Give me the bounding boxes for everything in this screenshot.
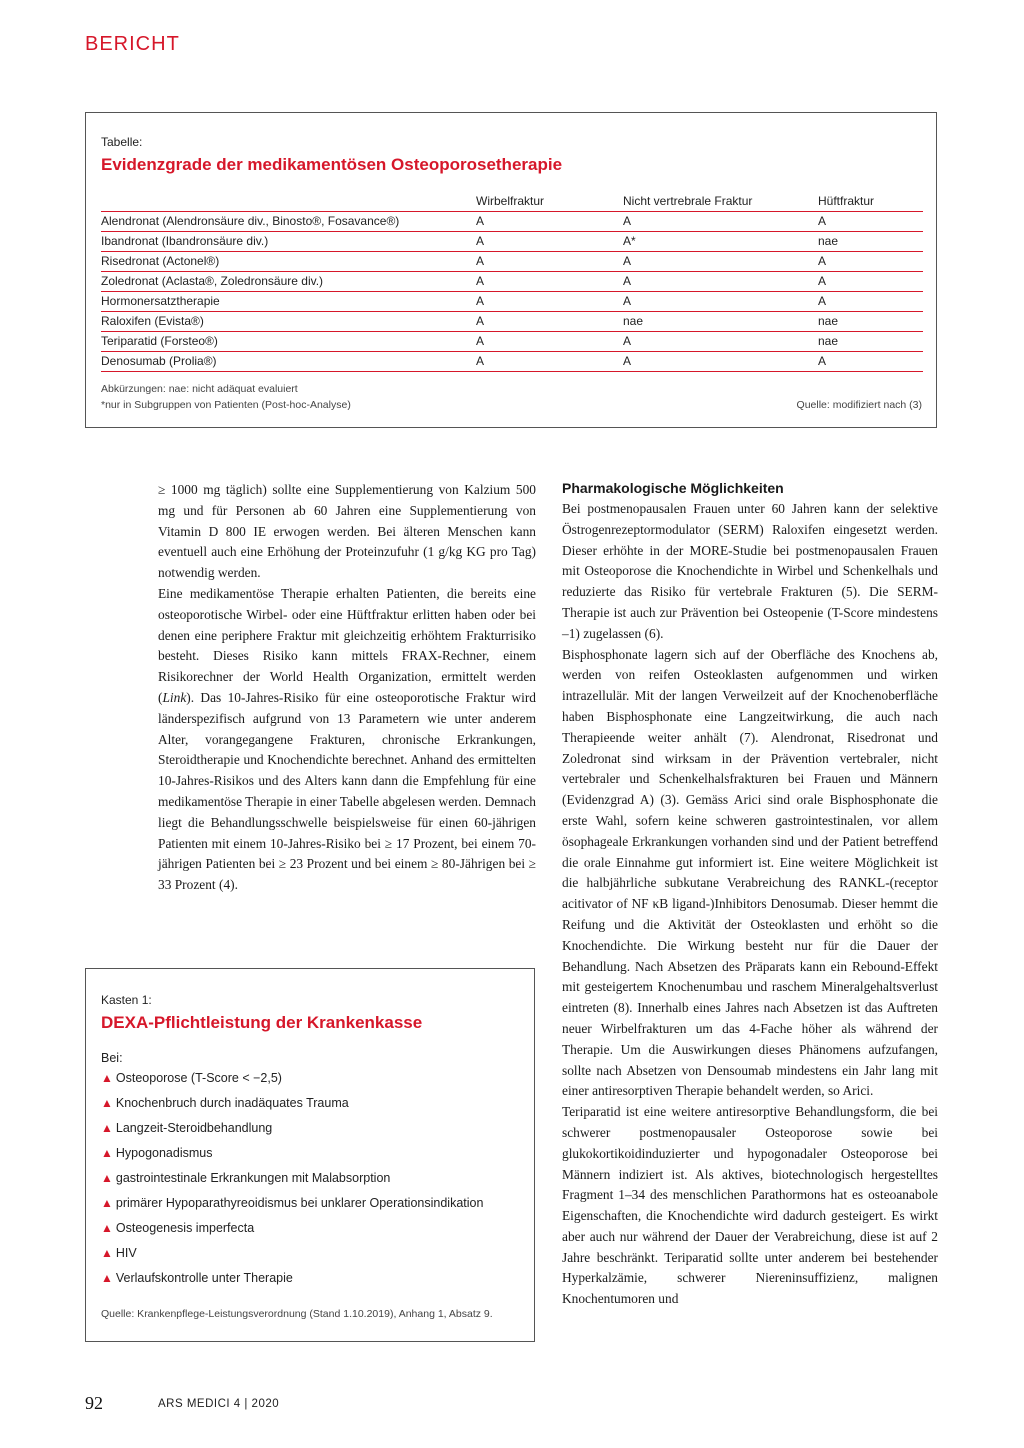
table-cell: Zoledronat (Aclasta®, Zoledronsäure div.) <box>101 274 324 288</box>
paragraph: Teriparatid ist eine weitere antiresorptive Behandlungsform, die bei schwerer postmenopausaler Osteoporose sowie bei glukokortikoidinduzierter und hypogonadaler Osteoporose bei Männern indiziert ist. Als aktives, biotechnologisch hergestelltes Fragment 1–34 des menschlichen Parathormons hat es osteoanabole Eigenschaften, die Knochendichte wird dadurch gesteigert. Es wirkt aber auch nur während der Dauer der Verabreichung, diese ist auf 2 Jahre beschränkt. Teriparatid sollte unter anderem bei bestehender Hyperkalzämie, schwerer Niereninsuffizienz, malignen Knochentumoren und <box>562 1104 938 1307</box>
list-item-text: Osteoporose (T-Score < −2,5) <box>115 1071 282 1085</box>
evidence-table <box>101 193 923 372</box>
section-heading: Pharmakologische Möglichkeiten <box>562 480 784 496</box>
table-row <box>101 312 923 332</box>
table-row <box>101 212 923 232</box>
box-list <box>101 1071 483 1296</box>
table-cell: A <box>818 294 827 308</box>
list-item-text: gastrointestinale Erkrankungen mit Malabsorption <box>115 1171 391 1185</box>
table-cell: A <box>818 274 827 288</box>
table-cell: A <box>623 274 632 288</box>
table-cell: A <box>818 254 827 268</box>
list-item <box>101 1071 483 1096</box>
table-source: Quelle: modifiziert nach (3) <box>796 399 922 411</box>
table-cell: A* <box>623 234 636 248</box>
table-cell: A <box>476 254 485 268</box>
table-cell: A <box>476 274 485 288</box>
table-cell: Alendronat (Alendronsäure div., Binosto®, Fosavance®) <box>101 214 400 228</box>
table-cell: A <box>623 334 632 348</box>
link-reference[interactable]: Link <box>162 689 187 705</box>
table-row <box>101 232 923 252</box>
paragraph: Bisphosphonate lagern sich auf der Oberfläche des Knochens ab, werden von reifen Osteoklasten aufgenommen und wirken intrazellulär. Mit der langen Verweilzeit auf der Knochenoberfläche haben Bisphosphonate eine Langzeitwirkung, die auch nach Therapieende weiter anhält (7). Alendronat, Risedronat und Zoledronat sind wirksam in der Prävention vertebraler, nicht vertebraler und Schenkelhalsfrakturen bei Frauen und Männern (Evidenzgrad A) (3). Gemäss Arici sind orale Bisphosphonate die erste Wahl, sofern keine schweren gastrointestinalen, vor allem ösophageale Erkrankungen vorhanden sind und der Patient betreffend die orale Einnahme gut informiert ist. Eine weitere Möglichkeit ist die halbjährliche subkutane Verabreichung des RANKL-(receptor acitivator of NF κB ligand-)Inhibitors Denosumab. Dieser hemmt die Reifung und die Aktivität der Osteoklasten und erhöht so die Knochendichte. Die Wirkung besteht nur für die Dauer der Behandlung. Nach Absetzen des Präparats kann ein Rebound-Effekt mit gesteigertem Knochenumbau und raschem Mineralgehaltsverlust eintreten (8). Innerhalb eines Jahres nach Absetzen ist das Auftreten neuer Wirbelfrakturen um das 4-Fache höher als während der Therapie. Um die Auswirkungen dieses Phänomens aufzufangen, sollte nach Absetzen von Densoumab mindestens ein Jahr lang mit einer antiresorptiven Therapie behandelt werden, so Arici. <box>562 646 938 1099</box>
paragraph-text: ). Das 10-Jahres-Risiko für eine osteoporotische Fraktur wird länderspezifisch aufgrund von 13 Parametern wie unter anderem Alter, vorangegangene Frakturen, chronische Erkrankungen, Steroidtherapie und Knochendichte berechnet. Anhand des ermittelten 10-Jahres-Risikos und des Alters kann dann die Empfehlung für eine medikamentöse Therapie in einer Tabelle abgelesen werden. Demnach liegt die Behandlungsschwelle beispielsweise für einen 60-jährigen Patienten mit einem 10-Jahres-Risiko bei ≥ 17 Prozent, bei einem 70-jährigen Patienten bei ≥ 23 Prozent und bei einem ≥ 80-Jährigen bei ≥ 33 Prozent (4). <box>158 689 536 893</box>
table-cell: A <box>623 214 632 228</box>
list-item-text: primärer Hypoparathyreoidismus bei unklarer Operationsindikation <box>115 1196 484 1210</box>
triangle-bullet-icon: ▲ <box>101 1146 113 1160</box>
table-cell: A <box>476 314 485 328</box>
list-item-text: Verlaufskontrolle unter Therapie <box>115 1271 293 1285</box>
list-item <box>101 1196 483 1221</box>
table-cell: A <box>476 294 485 308</box>
triangle-bullet-icon: ▲ <box>101 1171 113 1185</box>
paragraph: Bei postmenopausalen Frauen unter 60 Jahren kann der selektive Östrogenrezeptormodulator (SERM) Raloxifen eingesetzt werden. Dieser erhöhte in der MORE-Studie bei postmenopausalen Frauen mit Osteoporose die Knochendichte in Wirbel und Schenkelhals und reduzierte das Risiko für vertebrale Frakturen (5). Die SERM-Therapie ist auch zur Prävention bei Osteopenie (T-Score mindestens –1) zugelassen (6). <box>562 501 938 641</box>
column-header: Nicht vertrebrale Fraktur <box>623 194 753 208</box>
table-title: Evidenzgrade der medikamentösen Osteoporosetherapie <box>101 155 563 174</box>
table-row <box>101 332 923 352</box>
section-header: BERICHT <box>85 33 180 55</box>
right-text-column <box>562 478 938 1310</box>
table-cell: nae <box>818 234 839 248</box>
list-item <box>101 1096 483 1121</box>
table-cell: nae <box>818 314 839 328</box>
table-row <box>101 252 923 272</box>
box-intro: Bei: <box>101 1051 123 1065</box>
list-item <box>101 1171 483 1196</box>
journal-footer: ARS MEDICI 4 | 2020 <box>158 1398 280 1410</box>
table-cell: Ibandronat (Ibandronsäure div.) <box>101 234 269 248</box>
table-cell: Denosumab (Prolia®) <box>101 354 217 368</box>
table-cell: Teriparatid (Forsteo®) <box>101 334 218 348</box>
table-cell: Raloxifen (Evista®) <box>101 314 204 328</box>
table-cell: nae <box>623 314 644 328</box>
list-item <box>101 1221 483 1246</box>
triangle-bullet-icon: ▲ <box>101 1071 113 1085</box>
table-cell: nae <box>818 334 839 348</box>
list-item-text: HIV <box>115 1246 137 1260</box>
table-label: Tabelle: <box>101 135 143 149</box>
table-cell: A <box>818 214 827 228</box>
page-number: 92 <box>85 1393 103 1413</box>
table-cell: A <box>818 354 827 368</box>
triangle-bullet-icon: ▲ <box>101 1096 113 1110</box>
triangle-bullet-icon: ▲ <box>101 1121 113 1135</box>
evidence-table-box <box>85 112 937 428</box>
table-cell: A <box>476 334 485 348</box>
table-cell: A <box>476 234 485 248</box>
table-cell: A <box>623 254 632 268</box>
triangle-bullet-icon: ▲ <box>101 1221 113 1235</box>
table-cell: A <box>623 354 632 368</box>
paragraph-text: Eine medikamentöse Therapie erhalten Patienten, die bereits eine osteoporotische Wirbel- oder eine Hüftfraktur erlitten haben oder bei denen eine periphere Fraktur mit gleichzeitig erhöhtem Frakturrisiko besteht. Dieses Risiko kann mittels FRAX-Rechner, einem Risikorechner der World Health Organization, ermittelt werden ( <box>158 585 536 705</box>
table-cell: A <box>623 294 632 308</box>
table-cell: Risedronat (Actonel®) <box>101 254 220 268</box>
list-item-text: Knochenbruch durch inadäquates Trauma <box>115 1096 349 1110</box>
list-item-text: Langzeit-Steroidbehandlung <box>115 1121 273 1135</box>
table-row <box>101 272 923 292</box>
list-item <box>101 1146 483 1171</box>
paragraph: ≥ 1000 mg täglich) sollte eine Supplementierung von Kalzium 500 mg und für Personen ab 60 Jahren eine Supplementierung von Vitamin D 800 IE erwogen werden. Bei älteren Menschen kann eventuell auch eine Erhöhung der Proteinzufuhr (1 g/kg KG pro Tag) notwendig werden. <box>158 482 536 581</box>
list-item-text: Hypogonadismus <box>115 1146 213 1160</box>
triangle-bullet-icon: ▲ <box>101 1271 113 1285</box>
list-item <box>101 1246 483 1271</box>
column-header: Hüftfraktur <box>818 194 875 208</box>
table-row <box>101 352 923 372</box>
table-header-row <box>101 193 923 212</box>
left-text-column <box>158 480 536 896</box>
list-item <box>101 1121 483 1146</box>
box-source: Quelle: Krankenpflege-Leistungsverordnung (Stand 1.10.2019), Anhang 1, Absatz 9. <box>101 1308 493 1320</box>
column-header: Wirbelfraktur <box>476 194 545 208</box>
list-item-text: Osteogenesis imperfecta <box>115 1221 255 1235</box>
table-footnote: *nur in Subgruppen von Patienten (Post-hoc-Analyse) <box>101 399 351 411</box>
table-cell: Hormonersatztherapie <box>101 294 220 308</box>
list-item <box>101 1271 483 1296</box>
table-abbreviations: Abkürzungen: nae: nicht adäquat evaluiert <box>101 383 298 395</box>
triangle-bullet-icon: ▲ <box>101 1246 113 1260</box>
box-title: DEXA-Pflichtleistung der Krankenkasse <box>101 1013 423 1032</box>
paragraph <box>158 584 536 896</box>
triangle-bullet-icon: ▲ <box>101 1196 113 1210</box>
table-row <box>101 292 923 312</box>
box-label: Kasten 1: <box>101 993 152 1007</box>
table-cell: A <box>476 214 485 228</box>
table-cell: A <box>476 354 485 368</box>
info-box <box>85 968 535 1342</box>
